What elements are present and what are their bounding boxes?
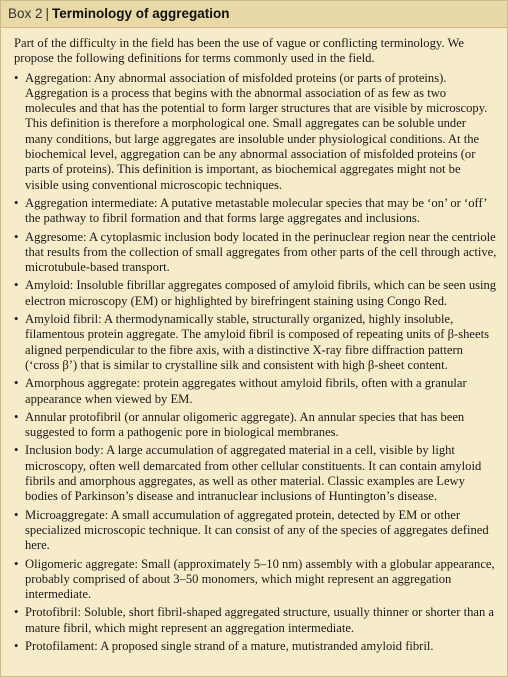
terms-list (14, 71, 497, 655)
box-content (1, 28, 507, 654)
term-protofilament: • Protofilament: A proposed single strand of a mature, mutistranded amyloid fibril. (14, 639, 497, 654)
term-amyloid: • Amyloid: Insoluble fibrillar aggregates composed of amyloid fibrils, which can be seen using electron microscopy (EM) or highlighted by birefringent staining using Congo Red. (14, 278, 497, 309)
term-amyloid-fibril: • Amyloid fibril: A thermodynamically stable, structurally organized, highly insoluble, filamentous protein aggregate. The amyloid fibril is composed of repeating units of β-sheets aligned perpendicular to the fibre axis, with a distinctive X-ray fibre diffraction pattern (‘cross β’) that is similar to crystalline silk and consistent with high β-sheet content. (14, 312, 497, 373)
term-aggregation-intermediate: • Aggregation intermediate: A putative metastable molecular species that may be ‘on’ or ‘off’ the pathway to fibril formation and that forms large aggregates and inclusions. (14, 196, 497, 227)
term-protofibril: • Protofibril: Soluble, short fibril-shaped aggregated structure, usually thinner or shorter than a mature fibril, which might represent an aggregation intermediate. (14, 605, 497, 636)
term-annular-protofibril: • Annular protofibril (or annular oligomeric aggregate). An annular species that has been suggested to form a pathogenic pore in biological membranes. (14, 410, 497, 441)
intro-paragraph: Part of the difficulty in the field has been the use of vague or conflicting terminology. We propose the following definitions for terms commonly used in the field. (14, 36, 464, 66)
term-amorphous-aggregate: • Amorphous aggregate: protein aggregates without amyloid fibrils, often with a granular appearance when viewed by EM. (14, 376, 497, 407)
box-number: Box 2 (8, 6, 43, 21)
box-header (1, 1, 507, 28)
term-inclusion-body: • Inclusion body: A large accumulation of aggregated material in a cell, visible by light microscopy, often well demarcated from other cellular constituents. It can contain amyloid fibrils and amorphous aggregates, as well as other material. Classic examples are Lewy bodies of Parkinson’s disease and intranuclear inclusions of Huntington’s disease. (14, 443, 497, 504)
term-oligomeric-aggregate: • Oligomeric aggregate: Small (approximately 5–10 nm) assembly with a globular appearance, probably comprised of about 3–50 monomers, which might represent an aggregation intermediate. (14, 557, 497, 603)
box-title: Terminology of aggregation (52, 6, 230, 21)
term-aggregation: • Aggregation: Any abnormal association of misfolded proteins (or parts of proteins). Aggregation is a process that begins with the abnormal association of as few as two molecules and that has the potential to form larger structures that are visible by microscopy. This definition is therefore a morphological one. Small aggregates can be soluble under many conditions, but large aggregates are insoluble under physiological conditions. At the biochemical level, aggregation can be any abnormal association of misfolded proteins (or parts of proteins). This definition is important, as biochemical aggregates might not be visible using conventional microscopic techniques. (14, 71, 497, 193)
term-microaggregate: • Microaggregate: A small accumulation of aggregated protein, detected by EM or other specialized microscopic technique. It can consist of any of the species of aggregates defined here. (14, 508, 497, 554)
header-separator: | (45, 6, 50, 21)
term-aggresome: • Aggresome: A cytoplasmic inclusion body located in the perinuclear region near the centriole that results from the collection of small aggregates from other parts of the cell through active, microtubule-based transport. (14, 230, 497, 276)
